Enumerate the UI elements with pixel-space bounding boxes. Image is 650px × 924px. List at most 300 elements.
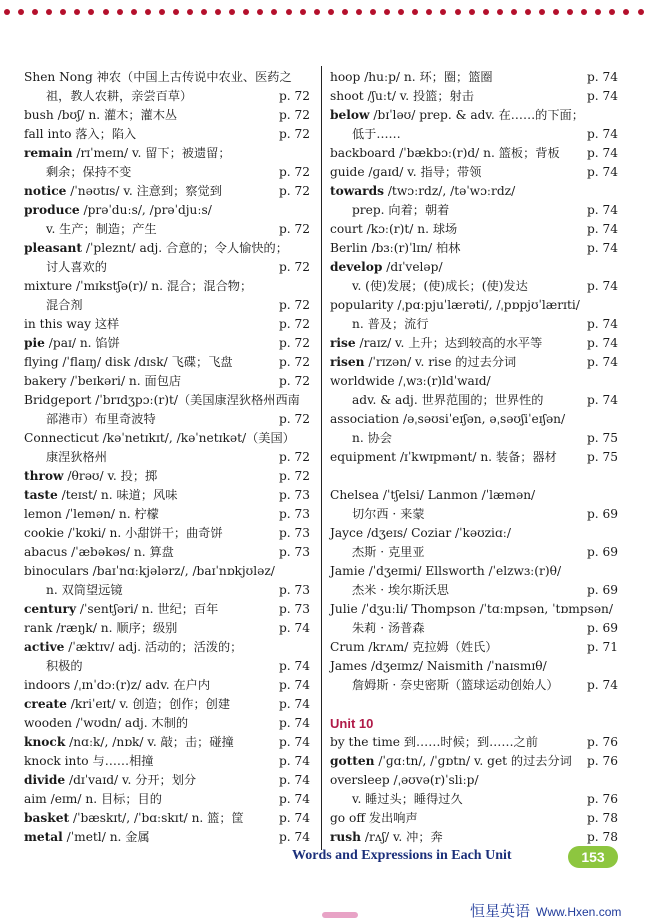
vocab-entry-line bbox=[330, 733, 618, 752]
vocab-entry-line bbox=[24, 258, 310, 277]
vocab-entry-line bbox=[330, 220, 618, 239]
phonetic-and-meaning: /kriˈeɪt/ v. 创造；创作；创建 bbox=[66, 697, 231, 711]
entry-text: oversleep /ˌəʊvə(r)ˈsliːp/ bbox=[330, 773, 479, 787]
entry-text: aim /eɪm/ n. 目标；目的 bbox=[24, 792, 162, 806]
vocab-entry-line bbox=[24, 714, 310, 733]
page-reference: p. 73 bbox=[278, 545, 310, 559]
page-reference: p. 74 bbox=[586, 317, 618, 331]
entry-text bbox=[330, 108, 584, 122]
entry-text: James /dʒeɪmz/ Naismith /ˈnaɪsmɪθ/ bbox=[330, 659, 547, 673]
page-reference: p. 72 bbox=[278, 127, 310, 141]
entry-text: association /əˌsəʊsiˈeɪʃən, əˌsəʊʃiˈeɪʃən/ bbox=[330, 412, 566, 426]
entry-text: go off 发出响声 bbox=[330, 811, 418, 825]
entry-text: rank /ræŋk/ n. 顺序；级别 bbox=[24, 621, 178, 635]
page-reference: p. 74 bbox=[278, 792, 310, 806]
entry-text: knock into 与……相撞 bbox=[24, 754, 154, 768]
decorative-dot-border bbox=[4, 2, 644, 22]
entry-text: by the time 到……时候；到……之前 bbox=[330, 735, 538, 749]
phonetic-and-meaning: /θrəʊ/ v. 投；掷 bbox=[63, 469, 158, 483]
page-reference: p. 74 bbox=[278, 716, 310, 730]
headword: gotten bbox=[330, 754, 375, 768]
headword: risen bbox=[330, 355, 365, 369]
entry-text: equipment /ɪˈkwɪpmənt/ n. 装备；器材 bbox=[330, 450, 557, 464]
vocab-entry-line bbox=[24, 733, 310, 752]
border-dot bbox=[286, 9, 292, 15]
entry-text bbox=[24, 488, 177, 502]
border-dot bbox=[145, 9, 151, 15]
border-dot bbox=[229, 9, 235, 15]
phonetic-and-meaning: /dɪˈvaɪd/ v. 分开；划分 bbox=[65, 773, 197, 787]
phonetic-and-meaning: /rʌʃ/ v. 冲；奔 bbox=[361, 830, 443, 844]
headword: rush bbox=[330, 830, 362, 844]
page-reference: p. 74 bbox=[586, 393, 618, 407]
entry-text bbox=[24, 811, 244, 825]
border-dot bbox=[595, 9, 601, 15]
entry-text: binoculars /baɪˈnɑːkjələrz/, /baɪˈnɒkjʊləz/ bbox=[24, 564, 275, 578]
entry-text: 讨人喜欢的 bbox=[46, 260, 107, 274]
entry-text: Crum /krʌm/ 克拉姆（姓氏） bbox=[330, 640, 498, 654]
border-dot bbox=[623, 9, 629, 15]
vocab-entry-line bbox=[24, 790, 310, 809]
right-column bbox=[330, 68, 618, 847]
entry-text bbox=[330, 830, 443, 844]
entry-text: wooden /ˈwʊdn/ adj. 木制的 bbox=[24, 716, 189, 730]
entry-text bbox=[24, 602, 218, 616]
entry-text: v. (使)发展；(使)成长；(使)发达 bbox=[352, 279, 528, 293]
border-dot bbox=[314, 9, 320, 15]
page-reference: p. 72 bbox=[278, 165, 310, 179]
headword: below bbox=[330, 108, 370, 122]
vocab-entry-line bbox=[330, 676, 618, 695]
entry-text: 杰米 · 埃尔斯沃思 bbox=[352, 583, 449, 597]
phonetic-and-meaning: /ˈmetl/ n. 金属 bbox=[62, 830, 150, 844]
page-reference: p. 72 bbox=[278, 317, 310, 331]
phonetic-and-meaning: /bɪˈləʊ/ prep. & adv. 在……的下面； bbox=[369, 108, 584, 122]
vocab-entry-line bbox=[24, 144, 310, 163]
border-dot bbox=[32, 9, 38, 15]
border-dot bbox=[159, 9, 165, 15]
border-dot bbox=[173, 9, 179, 15]
entry-text: 朱莉 · 汤普森 bbox=[352, 621, 425, 635]
entry-text bbox=[24, 735, 234, 749]
vocab-entry-line bbox=[330, 524, 618, 543]
border-dot bbox=[412, 9, 418, 15]
phonetic-and-meaning: /ˈsentʃəri/ n. 世纪；百年 bbox=[76, 602, 219, 616]
headword: remain bbox=[24, 146, 73, 160]
vocab-entry-line bbox=[330, 505, 618, 524]
entry-text bbox=[24, 146, 231, 160]
entry-text: Connecticut /kəˈnetɪkɪt/, /kəˈnetɪkət/（美国） bbox=[24, 431, 295, 445]
entry-text: prep. 向着；朝着 bbox=[352, 203, 450, 217]
entry-text: worldwide /ˌwɜː(r)ldˈwaɪd/ bbox=[330, 374, 491, 388]
phonetic-and-meaning: /nɑːk/, /nɒk/ v. 敲；击；碰撞 bbox=[65, 735, 234, 749]
vocab-entry-line bbox=[330, 125, 618, 144]
entry-text: 混合剂 bbox=[46, 298, 83, 312]
vocab-entry-line bbox=[330, 619, 618, 638]
headword: throw bbox=[24, 469, 64, 483]
watermark-url: Www.Hxen.com bbox=[536, 905, 622, 919]
vocab-entry-line bbox=[24, 334, 310, 353]
page-reference: p. 76 bbox=[586, 735, 618, 749]
phonetic-and-meaning: /ˈɡɑːtn/, /ˈɡɒtn/ v. get 的过去分词 bbox=[374, 754, 572, 768]
entry-text: n. 协会 bbox=[352, 431, 392, 445]
vocab-entry-line bbox=[24, 448, 310, 467]
page-reference: p. 74 bbox=[586, 89, 618, 103]
vocab-entry-line bbox=[24, 638, 310, 657]
entry-text: fall into 落入；陷入 bbox=[24, 127, 137, 141]
vocab-entry-line bbox=[24, 296, 310, 315]
entry-text: bush /bʊʃ/ n. 灌木；灌木丛 bbox=[24, 108, 178, 122]
border-dot bbox=[356, 9, 362, 15]
entry-text: 康涅狄格州 bbox=[46, 450, 107, 464]
border-dot bbox=[342, 9, 348, 15]
page-reference: p. 72 bbox=[278, 108, 310, 122]
phonetic-and-meaning: /teɪst/ n. 味道；风味 bbox=[57, 488, 178, 502]
entry-text bbox=[24, 203, 212, 217]
vocab-entry-line bbox=[24, 163, 310, 182]
vocab-entry-line bbox=[24, 771, 310, 790]
spacer bbox=[330, 695, 618, 714]
vocab-entry-line bbox=[24, 486, 310, 505]
vocab-entry-line bbox=[330, 334, 618, 353]
page-reference: p. 73 bbox=[278, 602, 310, 616]
page-reference: p. 74 bbox=[278, 754, 310, 768]
vocab-entry-line bbox=[24, 372, 310, 391]
border-dot bbox=[215, 9, 221, 15]
column-divider bbox=[321, 66, 322, 850]
entry-text: Chelsea /ˈtʃelsi/ Lanmon /ˈlæmən/ bbox=[330, 488, 536, 502]
page-reference: p. 72 bbox=[278, 374, 310, 388]
vocab-entry-line bbox=[330, 182, 618, 201]
headword: create bbox=[24, 697, 67, 711]
phonetic-and-meaning: /dɪˈveləp/ bbox=[382, 260, 443, 274]
page-reference: p. 74 bbox=[586, 279, 618, 293]
border-dot bbox=[201, 9, 207, 15]
page-reference: p. 73 bbox=[278, 488, 310, 502]
headword: pleasant bbox=[24, 241, 83, 255]
vocab-entry-line bbox=[24, 410, 310, 429]
vocab-entry-line bbox=[24, 619, 310, 638]
vocab-entry-line bbox=[330, 657, 618, 676]
page-reference: p. 69 bbox=[586, 545, 618, 559]
vocab-entry-line bbox=[330, 391, 618, 410]
vocab-entry-line bbox=[330, 448, 618, 467]
border-dot bbox=[187, 9, 193, 15]
entry-text: popularity /ˌpɑːpjuˈlærəti/, /ˌpɒpjʊˈlærɪti/ bbox=[330, 298, 580, 312]
border-dot bbox=[300, 9, 306, 15]
phonetic-and-meaning: /paɪ/ n. 馅饼 bbox=[44, 336, 120, 350]
unit-title: Unit 10 bbox=[330, 716, 374, 731]
vocab-entry-line bbox=[24, 752, 310, 771]
entry-text bbox=[24, 469, 157, 483]
entry-text bbox=[330, 355, 516, 369]
vocab-entry-line bbox=[330, 277, 618, 296]
page-reference: p. 73 bbox=[278, 526, 310, 540]
entry-text bbox=[24, 241, 288, 255]
entry-text: 詹姆斯 · 奈史密斯（篮球运动创始人） bbox=[352, 678, 559, 692]
entry-text: guide /ɡaɪd/ v. 指导；带领 bbox=[330, 165, 482, 179]
page-reference: p. 74 bbox=[586, 355, 618, 369]
vocab-entry-line bbox=[24, 828, 310, 847]
headword: taste bbox=[24, 488, 58, 502]
entry-text: 积极的 bbox=[46, 659, 83, 673]
vocab-entry-line bbox=[24, 524, 310, 543]
entry-text: 部港市）布里奇波特 bbox=[46, 412, 156, 426]
entry-text: mixture /ˈmɪkstʃə(r)/ n. 混合；混合物； bbox=[24, 279, 253, 293]
border-dot bbox=[469, 9, 475, 15]
entry-text bbox=[24, 773, 196, 787]
border-dot bbox=[243, 9, 249, 15]
entry-text bbox=[24, 184, 222, 198]
page-reference: p. 74 bbox=[278, 697, 310, 711]
page-reference: p. 72 bbox=[278, 450, 310, 464]
page-reference: p. 74 bbox=[278, 811, 310, 825]
vocab-entry-line bbox=[330, 752, 618, 771]
entry-text: court /kɔː(r)t/ n. 球场 bbox=[330, 222, 458, 236]
page-reference: p. 74 bbox=[278, 659, 310, 673]
entry-text: n. 普及；流行 bbox=[352, 317, 429, 331]
vocab-entry-line bbox=[330, 315, 618, 334]
entry-text bbox=[24, 697, 230, 711]
headword: active bbox=[24, 640, 65, 654]
phonetic-and-meaning: /ˈnəʊtɪs/ v. 注意到；察觉到 bbox=[66, 184, 222, 198]
phonetic-and-meaning: /rɪˈmeɪn/ v. 留下；被遗留； bbox=[72, 146, 231, 160]
border-dot bbox=[609, 9, 615, 15]
entry-text: 切尔西 · 来蒙 bbox=[352, 507, 425, 521]
border-dot bbox=[440, 9, 446, 15]
entry-text: cookie /ˈkʊki/ n. 小甜饼干；曲奇饼 bbox=[24, 526, 223, 540]
vocab-entry-line bbox=[24, 201, 310, 220]
entry-text: flying /ˈflaɪŋ/ disk /dɪsk/ 飞碟；飞盘 bbox=[24, 355, 233, 369]
border-dot bbox=[511, 9, 517, 15]
vocab-entry-line bbox=[330, 144, 618, 163]
vocab-entry-line bbox=[330, 87, 618, 106]
vocab-entry-line bbox=[24, 353, 310, 372]
border-dot bbox=[553, 9, 559, 15]
page-reference: p. 74 bbox=[586, 336, 618, 350]
vocab-entry-line bbox=[330, 828, 618, 847]
vocab-entry-line bbox=[330, 410, 618, 429]
phonetic-and-meaning: /ˈæktɪv/ adj. 活动的；活泼的； bbox=[64, 640, 243, 654]
page-number-badge: 153 bbox=[568, 846, 618, 868]
entry-text bbox=[330, 184, 515, 198]
vocab-entry-line bbox=[330, 771, 618, 790]
entry-text bbox=[24, 830, 150, 844]
entry-text: Berlin /bɜː(r)ˈlɪn/ 柏林 bbox=[330, 241, 461, 255]
page-reference: p. 74 bbox=[278, 773, 310, 787]
page-reference: p. 69 bbox=[586, 621, 618, 635]
page-reference: p. 74 bbox=[278, 621, 310, 635]
phonetic-and-meaning: /twɔːrdz/, /təˈwɔːrdz/ bbox=[383, 184, 516, 198]
border-dot bbox=[483, 9, 489, 15]
border-dot bbox=[370, 9, 376, 15]
headword: knock bbox=[24, 735, 66, 749]
border-dot bbox=[328, 9, 334, 15]
left-column bbox=[24, 68, 310, 847]
page-reference: p. 69 bbox=[586, 507, 618, 521]
vocab-entry-line bbox=[330, 201, 618, 220]
vocab-entry-line bbox=[24, 429, 310, 448]
entry-text: indoors /ˌɪnˈdɔː(r)z/ adv. 在户内 bbox=[24, 678, 211, 692]
entry-text: lemon /ˈlemən/ n. 柠檬 bbox=[24, 507, 159, 521]
vocab-entry-line bbox=[24, 315, 310, 334]
entry-text: Jayce /dʒeɪs/ Coziar /ˈkəʊziɑː/ bbox=[330, 526, 511, 540]
entry-text: in this way 这样 bbox=[24, 317, 120, 331]
entry-text: 杰斯 · 克里亚 bbox=[352, 545, 425, 559]
page-reference: p. 72 bbox=[278, 89, 310, 103]
page-reference: p. 76 bbox=[586, 792, 618, 806]
page-reference: p. 74 bbox=[586, 203, 618, 217]
decorative-mark bbox=[322, 912, 358, 918]
border-dot bbox=[384, 9, 390, 15]
phonetic-and-meaning: /raɪz/ v. 上升；达到较高的水平等 bbox=[355, 336, 543, 350]
watermark-brand: 恒星英语 bbox=[470, 903, 531, 920]
border-dot bbox=[581, 9, 587, 15]
vocab-entry-line bbox=[24, 68, 310, 87]
vocab-entry-line bbox=[24, 391, 310, 410]
border-dot bbox=[398, 9, 404, 15]
vocab-entry-line bbox=[24, 87, 310, 106]
entry-text: v. 生产；制造；产生 bbox=[46, 222, 157, 236]
page-reference: p. 74 bbox=[586, 70, 618, 84]
page-reference: p. 74 bbox=[586, 127, 618, 141]
vocab-entry-line bbox=[24, 277, 310, 296]
entry-text: 低于…… bbox=[352, 127, 401, 141]
page-reference: p. 72 bbox=[278, 222, 310, 236]
page-reference: p. 72 bbox=[278, 355, 310, 369]
phonetic-and-meaning: /ˈrɪzən/ v. rise 的过去分词 bbox=[364, 355, 517, 369]
entry-text bbox=[330, 336, 542, 350]
vocab-entry-line bbox=[330, 638, 618, 657]
entry-text: v. 睡过头；睡得过久 bbox=[352, 792, 463, 806]
vocab-entry-line bbox=[330, 562, 618, 581]
page-reference: p. 74 bbox=[586, 146, 618, 160]
border-dot bbox=[257, 9, 263, 15]
border-dot bbox=[638, 9, 644, 15]
vocab-entry-line bbox=[330, 296, 618, 315]
border-dot bbox=[539, 9, 545, 15]
vocab-entry-line bbox=[24, 125, 310, 144]
border-dot bbox=[4, 9, 10, 15]
vocab-entry-line bbox=[24, 676, 310, 695]
headword: notice bbox=[24, 184, 67, 198]
page-reference: p. 72 bbox=[278, 184, 310, 198]
headword: towards bbox=[330, 184, 384, 198]
vocab-entry-line bbox=[24, 239, 310, 258]
vocab-entry-line bbox=[24, 182, 310, 201]
page-reference: p. 78 bbox=[586, 811, 618, 825]
vocab-entry-line bbox=[330, 68, 618, 87]
headword: produce bbox=[24, 203, 80, 217]
vocab-entry-line bbox=[24, 562, 310, 581]
headword: basket bbox=[24, 811, 70, 825]
entry-text: 祖，教人农耕，亲尝百草） bbox=[46, 89, 193, 103]
page-reference: p. 76 bbox=[586, 754, 618, 768]
vocab-entry-line bbox=[24, 657, 310, 676]
page-reference: p. 73 bbox=[278, 583, 310, 597]
page-reference: p. 75 bbox=[586, 450, 618, 464]
entry-text: hoop /huːp/ n. 环；圈；篮圈 bbox=[330, 70, 493, 84]
entry-text: abacus /ˈæbəkəs/ n. 算盘 bbox=[24, 545, 174, 559]
vocab-entry-line bbox=[24, 467, 310, 486]
vocab-entry-line bbox=[24, 809, 310, 828]
border-dot bbox=[567, 9, 573, 15]
page-reference: p. 74 bbox=[586, 678, 618, 692]
vocab-entry-line bbox=[24, 543, 310, 562]
entry-text: shoot /ʃuːt/ v. 投篮；射击 bbox=[330, 89, 474, 103]
border-dot bbox=[525, 9, 531, 15]
phonetic-and-meaning: /ˈpleznt/ adj. 合意的；令人愉快的； bbox=[82, 241, 288, 255]
border-dot bbox=[271, 9, 277, 15]
vocab-entry-line bbox=[330, 372, 618, 391]
entry-text: Julie /ˈdʒuːli/ Thompson /ˈtɑːmpsən, ˈtɒmpsən/ bbox=[330, 602, 613, 616]
entry-text: adv. & adj. 世界范围的；世界性的 bbox=[352, 393, 544, 407]
vocab-entry-line bbox=[330, 790, 618, 809]
vocab-entry-line bbox=[24, 581, 310, 600]
entry-text: n. 双筒望远镜 bbox=[46, 583, 123, 597]
entry-text bbox=[330, 754, 572, 768]
border-dot bbox=[131, 9, 137, 15]
entry-text bbox=[330, 260, 443, 274]
entry-text: Shen Nong 神农（中国上古传说中农业、医药之 bbox=[24, 70, 292, 84]
page-reference: p. 74 bbox=[278, 830, 310, 844]
vocab-entry-line bbox=[330, 429, 618, 448]
headword: metal bbox=[24, 830, 63, 844]
headword: divide bbox=[24, 773, 66, 787]
vocab-entry-line bbox=[24, 220, 310, 239]
page-reference: p. 73 bbox=[278, 507, 310, 521]
vocab-entry-line bbox=[24, 505, 310, 524]
page-reference: p. 78 bbox=[586, 830, 618, 844]
border-dot bbox=[60, 9, 66, 15]
vocab-entry-line bbox=[330, 581, 618, 600]
border-dot bbox=[455, 9, 461, 15]
page-reference: p. 72 bbox=[278, 336, 310, 350]
page-reference: p. 74 bbox=[586, 165, 618, 179]
watermark bbox=[470, 900, 621, 921]
page-reference: p. 74 bbox=[586, 222, 618, 236]
vocab-entry-line bbox=[330, 239, 618, 258]
border-dot bbox=[18, 9, 24, 15]
headword: pie bbox=[24, 336, 45, 350]
page-reference: p. 69 bbox=[586, 583, 618, 597]
border-dot bbox=[46, 9, 52, 15]
vocab-entry-line bbox=[330, 258, 618, 277]
page-reference: p. 71 bbox=[586, 640, 618, 654]
vocab-entry-line bbox=[330, 543, 618, 562]
vocab-entry-line bbox=[330, 486, 618, 505]
entry-text: backboard /ˈbækbɔː(r)d/ n. 篮板；背板 bbox=[330, 146, 560, 160]
entry-text: 剩余；保持不变 bbox=[46, 165, 132, 179]
vocab-entry-line bbox=[330, 353, 618, 372]
vocab-entry-line bbox=[24, 600, 310, 619]
vocab-entry-line bbox=[24, 695, 310, 714]
border-dot bbox=[74, 9, 80, 15]
headword: century bbox=[24, 602, 77, 616]
vocab-entry-line bbox=[330, 600, 618, 619]
entry-text: Jamie /ˈdʒeɪmi/ Ellsworth /ˈelzwɜː(r)θ/ bbox=[330, 564, 562, 578]
border-dot bbox=[117, 9, 123, 15]
footer-title: Words and Expressions in Each Unit bbox=[292, 848, 512, 863]
entry-text bbox=[24, 640, 242, 654]
entry-text: Bridgeport /ˈbrɪdʒpɔː(r)t/（美国康涅狄格州西南 bbox=[24, 393, 300, 407]
spacer bbox=[330, 467, 618, 486]
page-reference: p. 72 bbox=[278, 469, 310, 483]
border-dot bbox=[103, 9, 109, 15]
page-reference: p. 74 bbox=[278, 735, 310, 749]
border-dot bbox=[88, 9, 94, 15]
page-reference: p. 75 bbox=[586, 431, 618, 445]
